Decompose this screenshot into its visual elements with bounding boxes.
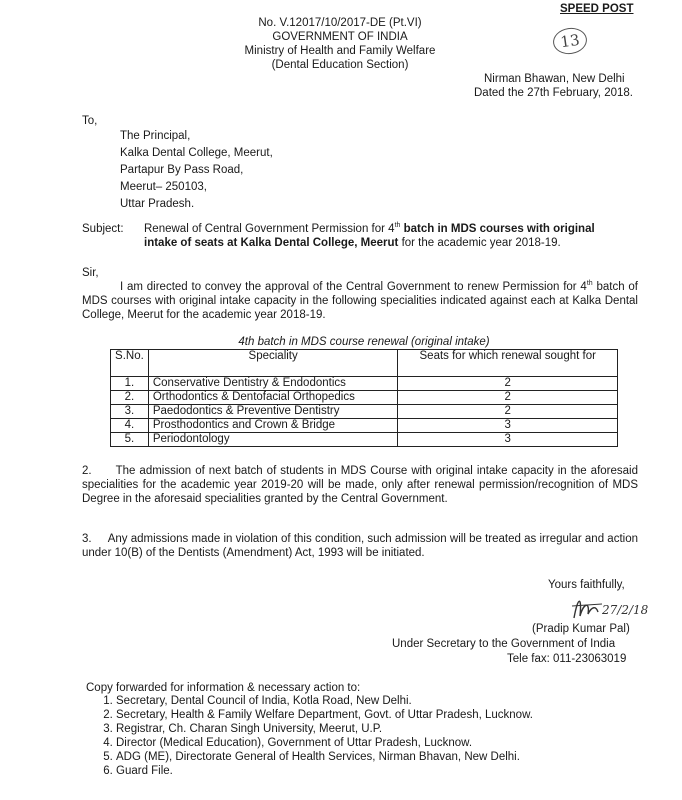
column-header-seats: Seats for which renewal sought for xyxy=(398,350,618,377)
table-row: 5. Periodontology 3 xyxy=(111,433,618,447)
list-item: 5. ADG (ME), Directorate General of Health Services, Nirman Bhavan, New Delhi. xyxy=(116,750,676,764)
paragraph-1: I am directed to convey the approval of the Central Government to renew Permission for 4th batch of MDS courses with original intake capacity in the following specialities indicated against each at Kalka Dental College, Meerut for the academic year 2018-19. xyxy=(82,280,638,321)
paragraph-3: 3. Any admissions made in violation of this condition, such admission will be treated as irregular and action under 10(B) of the Dentists (Amendment) Act, 1993 will be initiated. xyxy=(82,533,638,559)
page-number-stamp: 13 xyxy=(551,26,588,56)
table-row: 2. Orthodontics & Dentofacial Orthopedics 2 xyxy=(111,391,618,405)
signature-scrawl-icon xyxy=(568,592,648,624)
to-label: To, xyxy=(82,115,98,127)
copy-heading: Copy forwarded for information & necessary action to: xyxy=(86,682,361,694)
subject-text: Renewal of Central Government Permission for 4th batch in MDS courses with original intake of seats at Kalka Dental College, Meerut for the academic year 2018-19. xyxy=(144,222,595,249)
speed-post-label: SPEED POST xyxy=(560,3,634,15)
speciality-table xyxy=(110,349,618,447)
addressee-line: Kalka Dental College, Meerut, xyxy=(120,147,273,159)
telefax: Tele fax: 011-23063019 xyxy=(507,653,627,665)
ministry-heading: Ministry of Health and Family Welfare xyxy=(244,45,436,57)
addressee-block xyxy=(120,129,273,214)
paragraph-2: 2. The admission of next batch of students in MDS Course with original intake capacity in the aforesaid specialities for the academic year 2019-20 will be made, only after renewal permission/recognition of MDS Degree in the aforesaid specialities granted by the Central Government. xyxy=(82,465,638,505)
place-line: Nirman Bhawan, New Delhi xyxy=(484,73,625,85)
column-header-sno: S.No. xyxy=(111,350,149,377)
list-item: 3. Registrar, Ch. Charan Singh University, Meerut, U.P. xyxy=(116,722,676,736)
addressee-line: The Principal, xyxy=(120,130,191,142)
addressee-line: Meerut– 250103, xyxy=(120,181,207,193)
addressee-line: Partapur By Pass Road, xyxy=(120,164,244,176)
table-caption: 4th batch in MDS course renewal (original intake) xyxy=(238,336,490,348)
list-item: 2. Secretary, Health & Family Welfare Department, Govt. of Uttar Pradesh, Lucknow. xyxy=(116,708,676,722)
copy-list xyxy=(82,694,676,778)
column-header-speciality: Speciality xyxy=(148,350,398,377)
table-row: 1. Conservative Dentistry & Endodontics 2 xyxy=(111,377,618,391)
file-number: No. V.12017/10/2017-DE (Pt.VI) xyxy=(258,17,422,29)
subject-label: Subject: xyxy=(82,223,124,235)
handwritten-signature xyxy=(568,592,648,624)
college-name: Kalka Dental College, Meerut xyxy=(240,237,399,249)
table-row: 3. Paedodontics & Preventive Dentistry 2 xyxy=(111,405,618,419)
table-row: 4. Prosthodontics and Crown & Bridge 3 xyxy=(111,419,618,433)
svg-text:27/2/18: 27/2/18 xyxy=(602,603,648,617)
addressee-line: Uttar Pradesh. xyxy=(120,198,195,210)
closing: Yours faithfully, xyxy=(548,579,625,591)
list-item: 6. Guard File. xyxy=(116,764,676,778)
signatory-designation: Under Secretary to the Government of India xyxy=(392,638,616,650)
government-heading: GOVERNMENT OF INDIA xyxy=(272,31,408,43)
list-item: 4. Director (Medical Education), Government of Uttar Pradesh, Lucknow. xyxy=(116,736,676,750)
signatory-name: (Pradip Kumar Pal) xyxy=(532,623,630,635)
table-header-row xyxy=(111,350,618,377)
section-heading: (Dental Education Section) xyxy=(271,59,409,71)
list-item: 1. Secretary, Dental Council of India, Kotla Road, New Delhi. xyxy=(116,694,676,708)
salutation: Sir, xyxy=(82,267,99,279)
date-line: Dated the 27th February, 2018. xyxy=(474,87,633,99)
